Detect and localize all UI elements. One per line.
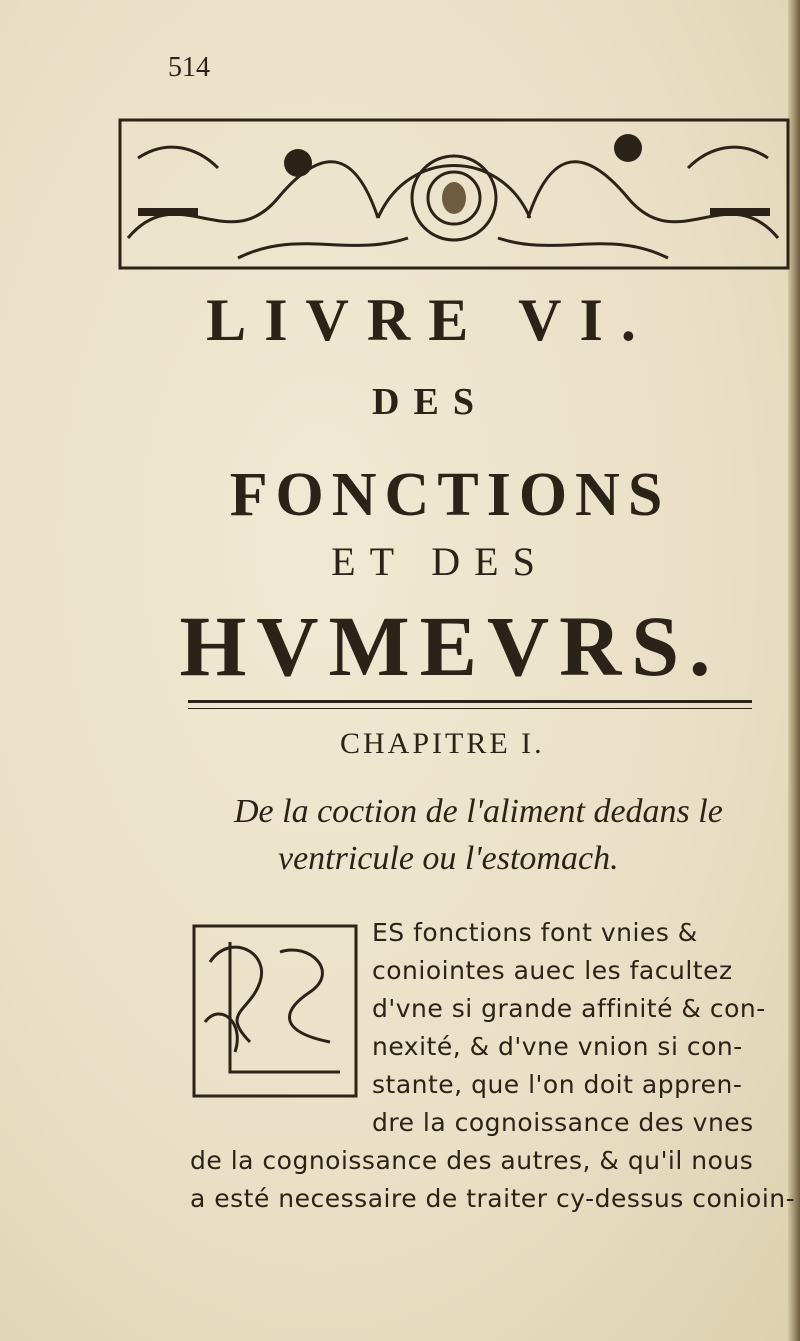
body-line: de la cognoissance des autres, & qu'il nous	[190, 1146, 754, 1175]
title-des: DES	[372, 381, 488, 423]
title-et-des: ET DES	[331, 539, 549, 584]
book-title: LIVRE VI.	[206, 287, 654, 353]
body-line: a esté necessaire de traiter cy-dessus conioin-	[190, 1184, 796, 1213]
body-line: stante, que l'on doit appren-	[372, 1070, 743, 1099]
chapter-subtitle-line-2: ventricule ou l'estomach.	[278, 840, 619, 877]
title-humeurs: HVMEVRS.	[179, 598, 721, 694]
body-line: dre la cognoissance des vnes	[372, 1108, 754, 1137]
divider-rule	[188, 700, 752, 709]
chapter-heading: CHAPITRE I.	[340, 727, 545, 760]
body-line: ES fonctions font vnies &	[372, 918, 698, 947]
decorated-initial-L-icon	[190, 922, 360, 1100]
title-fonctions: FONCTIONS	[229, 461, 671, 529]
page-number: 514	[168, 52, 210, 83]
body-line: coniointes auec les facultez	[372, 956, 733, 985]
body-line: nexité, & d'vne vnion si con-	[372, 1032, 743, 1061]
chapter-subtitle-line-1: De la coction de l'aliment dedans le	[234, 793, 723, 830]
headpiece-ornament-icon	[118, 118, 790, 270]
body-line: d'vne si grande affinité & con-	[372, 994, 766, 1023]
